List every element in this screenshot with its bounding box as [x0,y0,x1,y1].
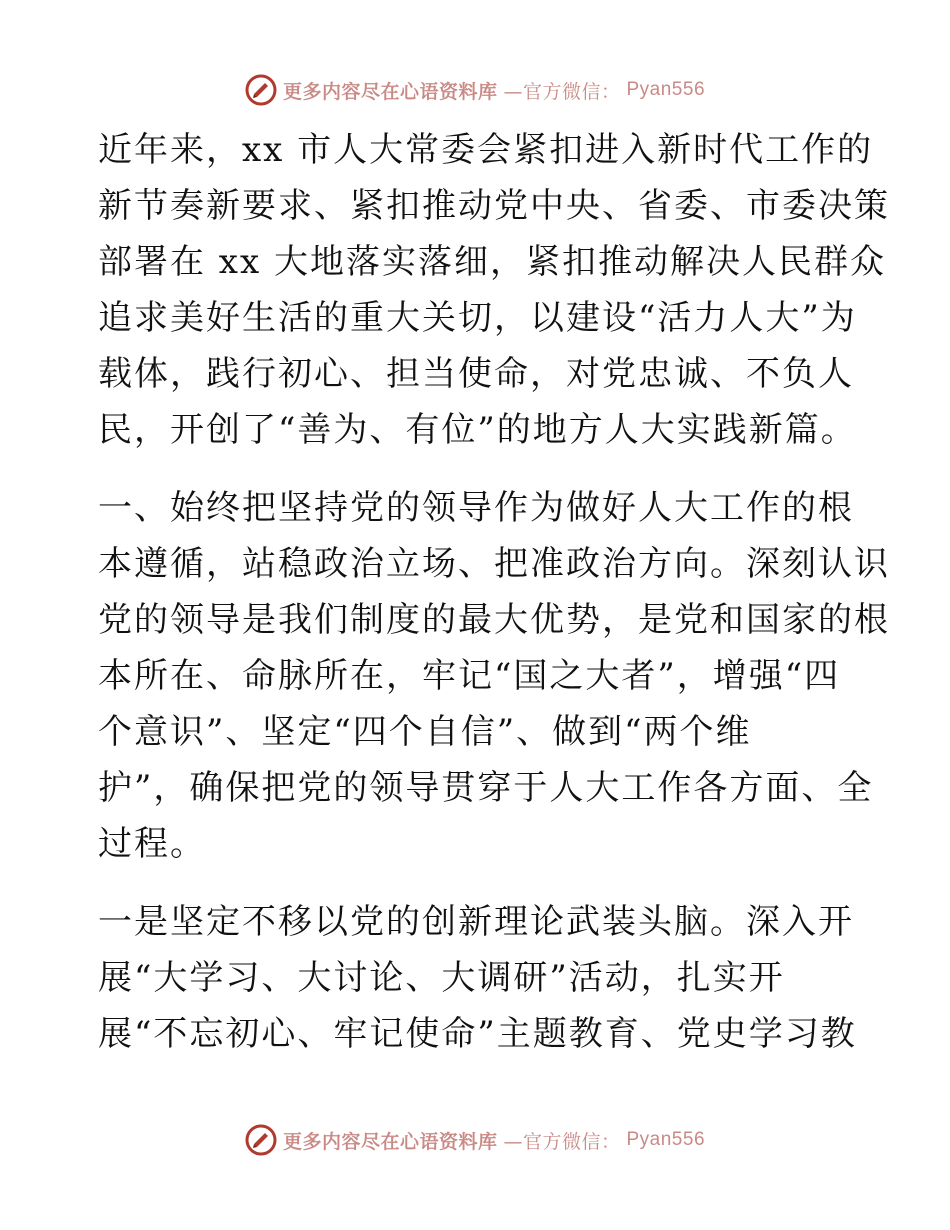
text-line: 本所在、命脉所在，牢记“国之大者”，增强“四 [98,656,841,696]
text-line: 展“不忘初心、牢记使命”主题教育、党史学习教 [98,1014,857,1054]
text-line: 过程。 [98,824,206,864]
text-line: 党的领导是我们制度的最大优势，是党和国家的根 [98,600,890,640]
brand-logo-icon [245,74,277,106]
text-line: 民，开创了“善为、有位”的地方人大实践新篇。 [98,410,857,450]
brand-logo-icon [245,1124,277,1156]
footer-watermark [0,1120,950,1160]
text-line: 本遵循，站稳政治立场、把准政治方向。深刻认识 [98,544,890,584]
watermark-wechat-id: Pyan556 [626,1129,706,1150]
document-body [98,122,890,1084]
text-line: 追求美好生活的重大关切，以建设“活力人大”为 [98,298,857,338]
text-line: 载体，践行初心、担当使命，对党忠诚、不负人 [98,354,854,394]
text-line: 近年来，xx 市人大常委会紧扣进入新时代工作的 [98,130,874,170]
text-line: 展“大学习、大讨论、大调研”活动，扎实开 [98,958,785,998]
watermark-separator-text: —官方微信： [503,80,621,103]
watermark-main-text: 更多内容尽在心语资料库 [282,1130,498,1153]
watermark-separator-text: —官方微信： [503,1130,621,1153]
paragraph-intro [98,122,890,458]
watermark-wechat-id: Pyan556 [626,79,706,100]
text-line: 护”，确保把党的领导贯穿于人大工作各方面、全 [98,768,874,808]
paragraph-point-one [98,894,857,1062]
watermark-main-text: 更多内容尽在心语资料库 [282,80,498,103]
text-line: 一、始终把坚持党的领导作为做好人大工作的根 [98,488,854,528]
text-line: 新节奏新要求、紧扣推动党中央、省委、市委决策 [98,186,890,226]
text-line: 部署在 xx 大地落实落细，紧扣推动解决人民群众 [98,242,886,282]
text-line: 一是坚定不移以党的创新理论武装头脑。深入开 [98,902,854,942]
text-line: 个意识”、坚定“四个自信”、做到“两个维 [98,712,752,752]
header-watermark [0,70,950,110]
paragraph-section-one [98,480,890,872]
